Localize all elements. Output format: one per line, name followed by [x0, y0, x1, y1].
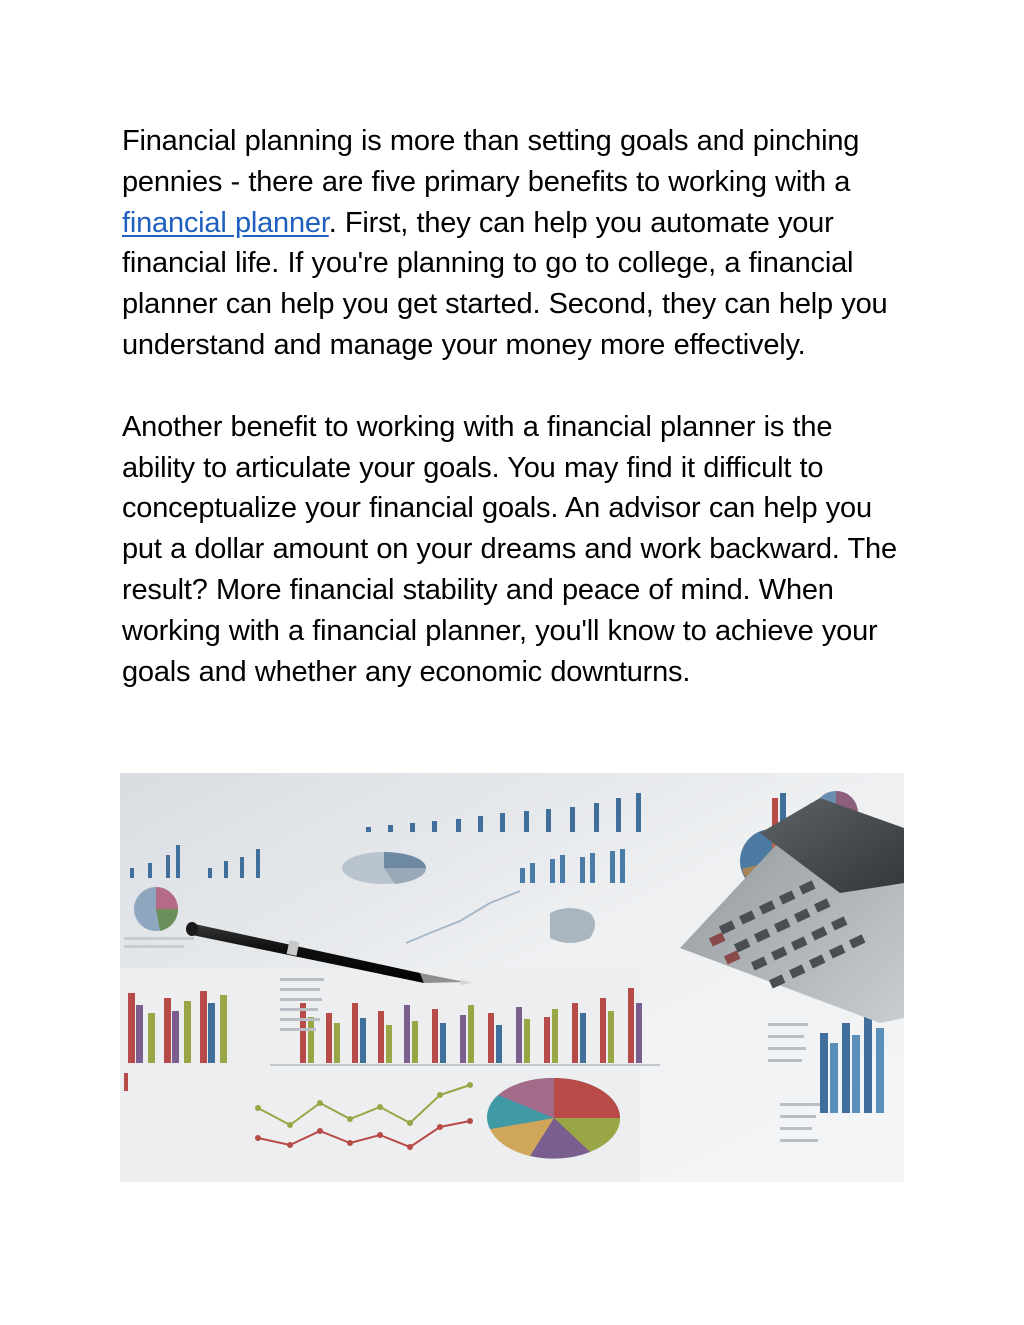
paragraph-intro: [122, 121, 912, 366]
paragraph-intro-text-end: . First, they can help you automate your financial life. If you're planning to go to college, a financial planner can help you get started. Second, they can help you understand and manage your money more effectively.: [122, 206, 888, 361]
paragraph-intro-text-start: Financial planning is more than setting goals and pinching pennies - there are five primary benefits to working with a: [122, 125, 860, 198]
paragraph-benefits: Another benefit to working with a financial planner is the ability to articulate your goals. You may find it difficult to conceptualize your financial goals. An advisor can help you put a dollar amount on your dreams and work backward. The result? More financial stability and peace of mind. When working with a financial planner, you'll know to achieve your goals and whether any economic downturns.: [122, 410, 897, 688]
financial-planner-link[interactable]: financial planner: [122, 206, 329, 239]
financial-charts-photo: [120, 773, 904, 1182]
document-body: [122, 121, 912, 692]
